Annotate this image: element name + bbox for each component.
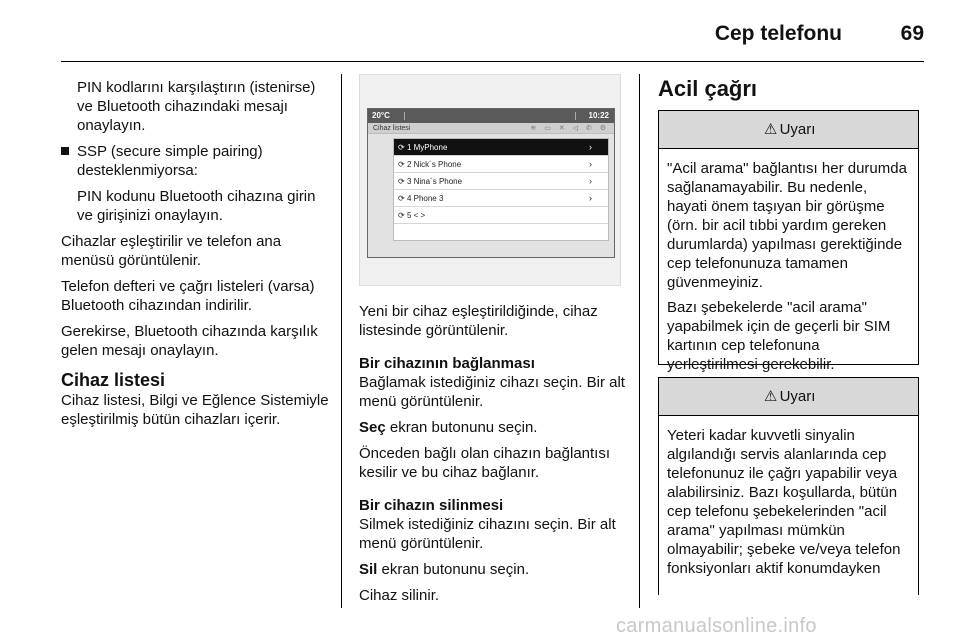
paragraph-text: ekran butonunu seçin. bbox=[385, 419, 538, 436]
bullet-square-icon bbox=[61, 147, 69, 155]
section-heading: Cihaz listesi bbox=[61, 370, 166, 390]
warning-header bbox=[659, 111, 918, 149]
page-number: 69 bbox=[900, 22, 924, 45]
header-rule bbox=[61, 61, 924, 62]
paragraph: Silmek istediğiniz cihazını seçin. Bir alt menü görüntülenir. bbox=[359, 516, 616, 552]
screen-button-name: Sil bbox=[359, 561, 378, 578]
bullet-text: SSP (secure simple pairing) desteklenmiyorsa: bbox=[77, 143, 263, 179]
infotainment-screen bbox=[367, 108, 615, 258]
screen-title: Cihaz listesi bbox=[373, 125, 411, 132]
device-list-item[interactable] bbox=[394, 156, 608, 173]
paragraph bbox=[359, 418, 627, 437]
warning-title: Uyarı bbox=[779, 121, 816, 138]
device-list-item[interactable] bbox=[394, 139, 608, 156]
status-bar bbox=[368, 109, 614, 123]
subsection-heading-text: Bir cihazının bağlanması bbox=[359, 355, 535, 372]
warning-triangle-icon: ⚠ bbox=[763, 388, 778, 405]
chevron-right-icon: › bbox=[589, 176, 592, 186]
paragraph: Cihaz silinir. bbox=[359, 587, 440, 604]
temperature-readout: 20°C bbox=[372, 111, 390, 120]
warning-box bbox=[658, 377, 919, 595]
warning-body bbox=[659, 149, 918, 384]
chevron-right-icon: › bbox=[589, 142, 592, 152]
bluetooth-icon: ⟳ bbox=[398, 143, 407, 152]
bluetooth-icon: ⟳ bbox=[398, 194, 407, 203]
warning-box bbox=[658, 110, 919, 373]
bullet-sub-paragraph: PIN kodunu Bluetooth cihazına girin ve girişinizi onaylayın. bbox=[77, 188, 316, 224]
running-header-title: Cep telefonu bbox=[714, 22, 842, 45]
warning-paragraph: "Acil arama" bağlantısı her durumda sağlanamayabilir. Bu nedenle, hayati önem taşıyan bir görüşme (örn. bir acil tıbbi yardım gereken durumlarda) yapılması gerektiğinde cep telefonunuza tamamen güvenmeyiniz. bbox=[667, 160, 907, 291]
paragraph: Önceden bağlı olan cihazın bağlantısı kesilir ve bu cihaz bağlanır. bbox=[359, 445, 611, 481]
warning-paragraph: Bazı şebekelerde "acil arama" yapabilmek için de geçerli bir SIM kartının cep telefonuna yerleştirilmesi gerekebilir. bbox=[667, 299, 891, 373]
bluetooth-icon: ⟳ bbox=[398, 160, 407, 169]
subsection-heading-text: Bir cihazın silinmesi bbox=[359, 497, 504, 514]
screen-title-bar bbox=[368, 123, 614, 134]
device-list-empty-row bbox=[394, 224, 608, 240]
continued-paragraph: PIN kodlarını karşılaştırın (istenirse) ve Bluetooth cihazındaki mesajı onaylayın. bbox=[77, 79, 316, 134]
device-name: 1 MyPhone bbox=[406, 143, 448, 152]
device-name: 5 < > bbox=[406, 211, 426, 220]
chevron-right-icon: › bbox=[589, 193, 592, 203]
bluetooth-icon: ⟳ bbox=[398, 177, 407, 186]
warning-triangle-icon: ⚠ bbox=[763, 121, 778, 138]
device-list-item[interactable] bbox=[394, 207, 608, 224]
column-divider-1 bbox=[341, 74, 342, 608]
status-divider bbox=[575, 112, 576, 120]
paragraph-text: ekran butonunu seçin. bbox=[377, 561, 530, 578]
watermark: carmanualsonline.info bbox=[616, 615, 817, 637]
bluetooth-icon: ⟳ bbox=[398, 211, 407, 220]
subsection-heading bbox=[359, 496, 627, 515]
screen-button-name: Seç bbox=[359, 419, 386, 436]
paragraph: Yeni bir cihaz eşleştirildiğinde, cihaz listesinde görüntülenir. bbox=[359, 303, 598, 339]
column-2 bbox=[359, 302, 627, 612]
warning-title: Uyarı bbox=[779, 388, 816, 405]
clock-readout: 10:22 bbox=[588, 111, 609, 120]
column-divider-2 bbox=[639, 74, 640, 608]
device-list bbox=[393, 138, 609, 241]
warning-paragraph: Yeteri kadar kuvvetli sinyalin algılandığı servis alanlarında cep telefonunuz ile çağrı yapabilir veya alabilirsiniz. Bazı koşullarda, bütün cep telefonu şebekelerinden "acil arama" yapılması mümkün olmayabilir; şebeke ve/veya telefon fonksiyonları aktif konumdayken bbox=[667, 427, 901, 577]
paragraph: Bağlamak istediğiniz cihazı seçin. Bir alt menü görüntülenir. bbox=[359, 374, 625, 410]
section-heading: Acil çağrı bbox=[658, 76, 758, 101]
status-icons: ≋ ▭ ✕ ◁ ✆ ⚙ bbox=[530, 125, 609, 132]
paragraph: Telefon defteri ve çağrı listeleri (varsa) Bluetooth cihazından indirilir. bbox=[61, 278, 315, 314]
device-list-item[interactable] bbox=[394, 173, 608, 190]
paragraph bbox=[359, 560, 627, 579]
paragraph: Cihaz listesi, Bilgi ve Eğlence Sistemiyle eşleştirilmiş bütün cihazları içerir. bbox=[61, 392, 329, 428]
warning-body bbox=[659, 416, 918, 588]
device-name: 3 Nina´s Phone bbox=[406, 177, 463, 186]
device-name: 2 Nick´s Phone bbox=[406, 160, 462, 169]
bullet-item bbox=[61, 142, 329, 180]
warning-header bbox=[659, 378, 918, 416]
device-name: 4 Phone 3 bbox=[406, 194, 444, 203]
device-list-item[interactable] bbox=[394, 190, 608, 207]
column-1 bbox=[61, 78, 329, 436]
status-divider bbox=[404, 112, 405, 120]
paragraph: Gerekirse, Bluetooth cihazında karşılık gelen mesajı onaylayın. bbox=[61, 323, 318, 359]
device-screen-figure bbox=[359, 74, 621, 286]
subsection-heading bbox=[359, 354, 627, 373]
chevron-right-icon: › bbox=[589, 159, 592, 169]
paragraph: Cihazlar eşleştirilir ve telefon ana menüsü görüntülenir. bbox=[61, 233, 282, 269]
